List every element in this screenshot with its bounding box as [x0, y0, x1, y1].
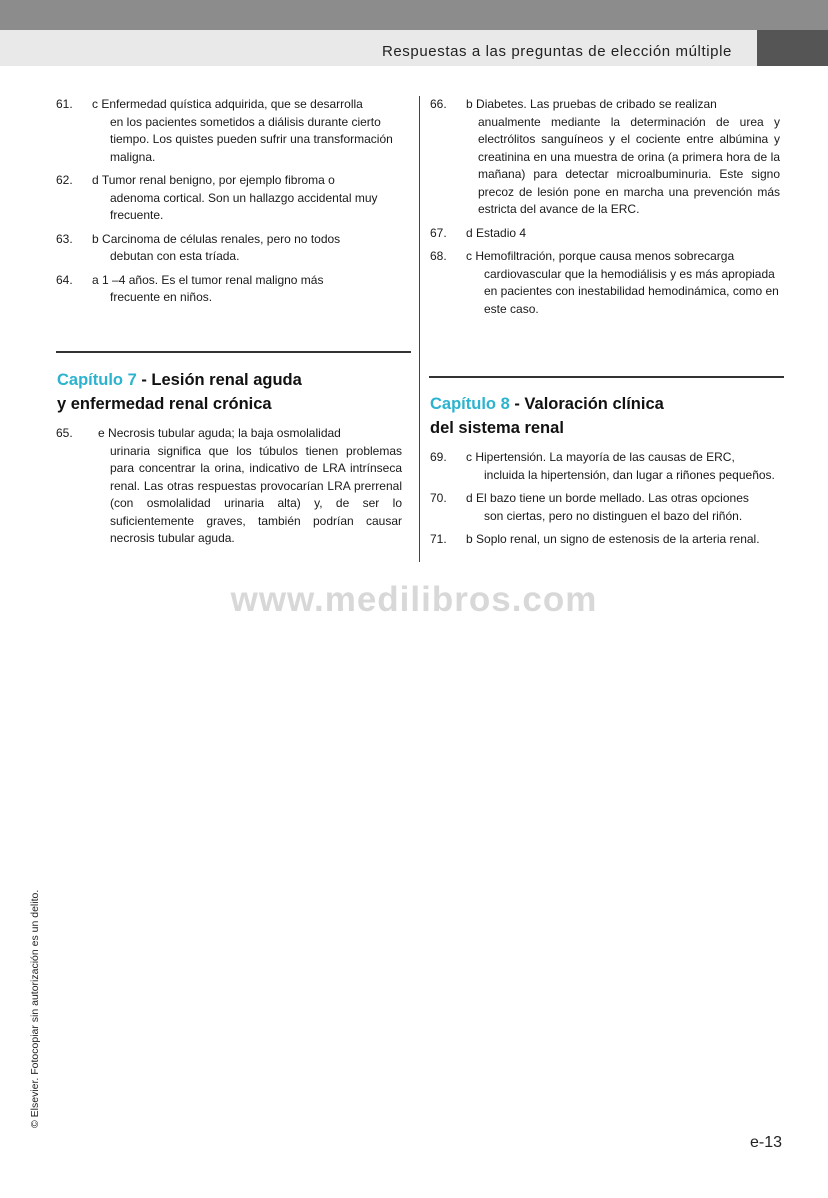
- answer-letter: c: [92, 97, 98, 111]
- answer-first-line: Diabetes. Las pruebas de cribado se realizan: [476, 97, 717, 111]
- chapter-8-prefix: Capítulo 8: [430, 395, 510, 413]
- answer-first-line: Hipertensión. La mayoría de las causas de ERC,: [475, 450, 735, 464]
- answer-item-61: [56, 96, 402, 166]
- answer-item-63: [56, 231, 402, 266]
- answer-body: debutan con esta tríada.: [110, 249, 240, 263]
- answer-letter: d: [466, 491, 473, 505]
- chapter-8-title-a: - Valoración clínica: [509, 395, 664, 413]
- answer-item-62: [56, 172, 402, 225]
- answer-number: 63.: [56, 231, 73, 246]
- answer-letter: e: [98, 426, 105, 440]
- answer-letter: d: [466, 225, 473, 240]
- answer-item-69: [430, 449, 780, 484]
- page-number: e-13: [749, 1134, 782, 1151]
- column-separator: [419, 96, 420, 562]
- right-column: [430, 96, 780, 324]
- answer-number: 65.: [56, 426, 73, 440]
- running-header: Respuestas a las preguntas de elección múltiple: [381, 43, 732, 60]
- section-divider-left: [56, 351, 411, 353]
- copyright-note: © Elsevier. Fotocopiar sin autorización es un delito.: [29, 889, 41, 1128]
- watermark: www.medilibros.com: [230, 580, 598, 619]
- answer-first-line: Estadio 4: [476, 225, 527, 240]
- answer-item-71: [430, 531, 780, 549]
- chapter-7-title-b: y enfermedad renal crónica: [57, 395, 272, 413]
- answer-first-line: Carcinoma de células renales, pero no todos: [102, 231, 341, 246]
- answer-letter: b: [466, 532, 473, 546]
- answer-item-70: [430, 490, 780, 525]
- answer-letter: b: [466, 97, 473, 111]
- chapter-8-heading: [430, 392, 664, 440]
- answer-number: 67.: [430, 225, 447, 240]
- answer-body: incluida la hipertensión, dan lugar a riñones pequeños.: [484, 467, 775, 482]
- answer-number: 68.: [430, 249, 447, 263]
- answer-first-line: 1 –4 años. Es el tumor renal maligno más: [102, 272, 324, 287]
- answer-item-67: [430, 225, 780, 243]
- answer-body: en los pacientes sometidos a diálisis durante cierto tiempo. Los quistes pueden sufrir una transformación maligna.: [110, 114, 393, 164]
- answer-body: son ciertas, pero no distinguen el bazo del riñón.: [484, 508, 743, 523]
- answer-first-line: Hemofiltración, porque causa menos sobrecarga: [475, 249, 735, 263]
- answer-number: 69.: [430, 450, 447, 464]
- chapter-7-prefix: Capítulo 7: [57, 371, 137, 389]
- answer-body: adenoma cortical. Son un hallazgo accidental muy frecuente.: [110, 190, 378, 222]
- answer-item-65: [56, 425, 402, 548]
- chapter-8-title-b: del sistema renal: [430, 419, 564, 437]
- answer-item-66: [430, 96, 780, 219]
- answer-first-line: El bazo tiene un borde mellado. Las otras opciones: [476, 491, 749, 505]
- answer-body: frecuente en niños.: [110, 290, 213, 304]
- chapter-7-heading: [57, 368, 302, 416]
- top-bar: [0, 0, 828, 30]
- answer-number: 62.: [56, 173, 73, 187]
- answer-number: 66.: [430, 97, 447, 111]
- answer-number: 64.: [56, 272, 73, 287]
- answer-number: 71.: [430, 532, 447, 546]
- answer-letter: d: [92, 173, 99, 187]
- answer-body: anualmente mediante la determinación de urea y electrólitos sanguíneos y el cociente entre albúmina y creatinina en una muestra de orina (a primera hora de la mañana) para detectar microalbuminuria. Este signo precoz de lesión pone en marcha una prevención más estricta del avance de la ERC.: [478, 114, 780, 216]
- answer-item-64: [56, 272, 402, 307]
- chapter-7-answers: [56, 425, 402, 554]
- answer-body: urinaria significa que los túbulos tienen problemas para concentrar la orina, indicativo de LRA intrínseca renal. Las otras respuestas provocarían LRA prerrenal (con osmolalidad urinaria alta) y, de ser lo suficientemente graves, también podrían causar necrosis tubular aguda.: [110, 443, 402, 545]
- answer-first-line: Tumor renal benigno, por ejemplo fibroma o: [101, 173, 335, 187]
- answer-first-line: Necrosis tubular aguda; la baja osmolalidad: [108, 426, 341, 440]
- chapter-7-title-a: - Lesión renal aguda: [136, 371, 302, 389]
- answer-number: 61.: [56, 97, 73, 111]
- answer-letter: c: [466, 450, 472, 464]
- chapter-8-answers: [430, 449, 780, 555]
- header-tab: [757, 30, 828, 66]
- answer-first-line: Soplo renal, un signo de estenosis de la arteria renal.: [476, 532, 760, 546]
- answer-first-line: Enfermedad quística adquirida, que se desarrolla: [101, 97, 363, 111]
- answer-body: cardiovascular que la hemodiálisis y es más apropiada en pacientes con inestabilidad hemodinámica, como en este caso.: [484, 266, 779, 316]
- left-column: [56, 96, 402, 313]
- answer-letter: a: [92, 272, 99, 287]
- answer-letter: c: [466, 249, 472, 263]
- answer-item-68: [430, 248, 780, 318]
- answer-letter: b: [92, 231, 99, 246]
- section-divider-right: [429, 376, 784, 378]
- answer-number: 70.: [430, 491, 447, 505]
